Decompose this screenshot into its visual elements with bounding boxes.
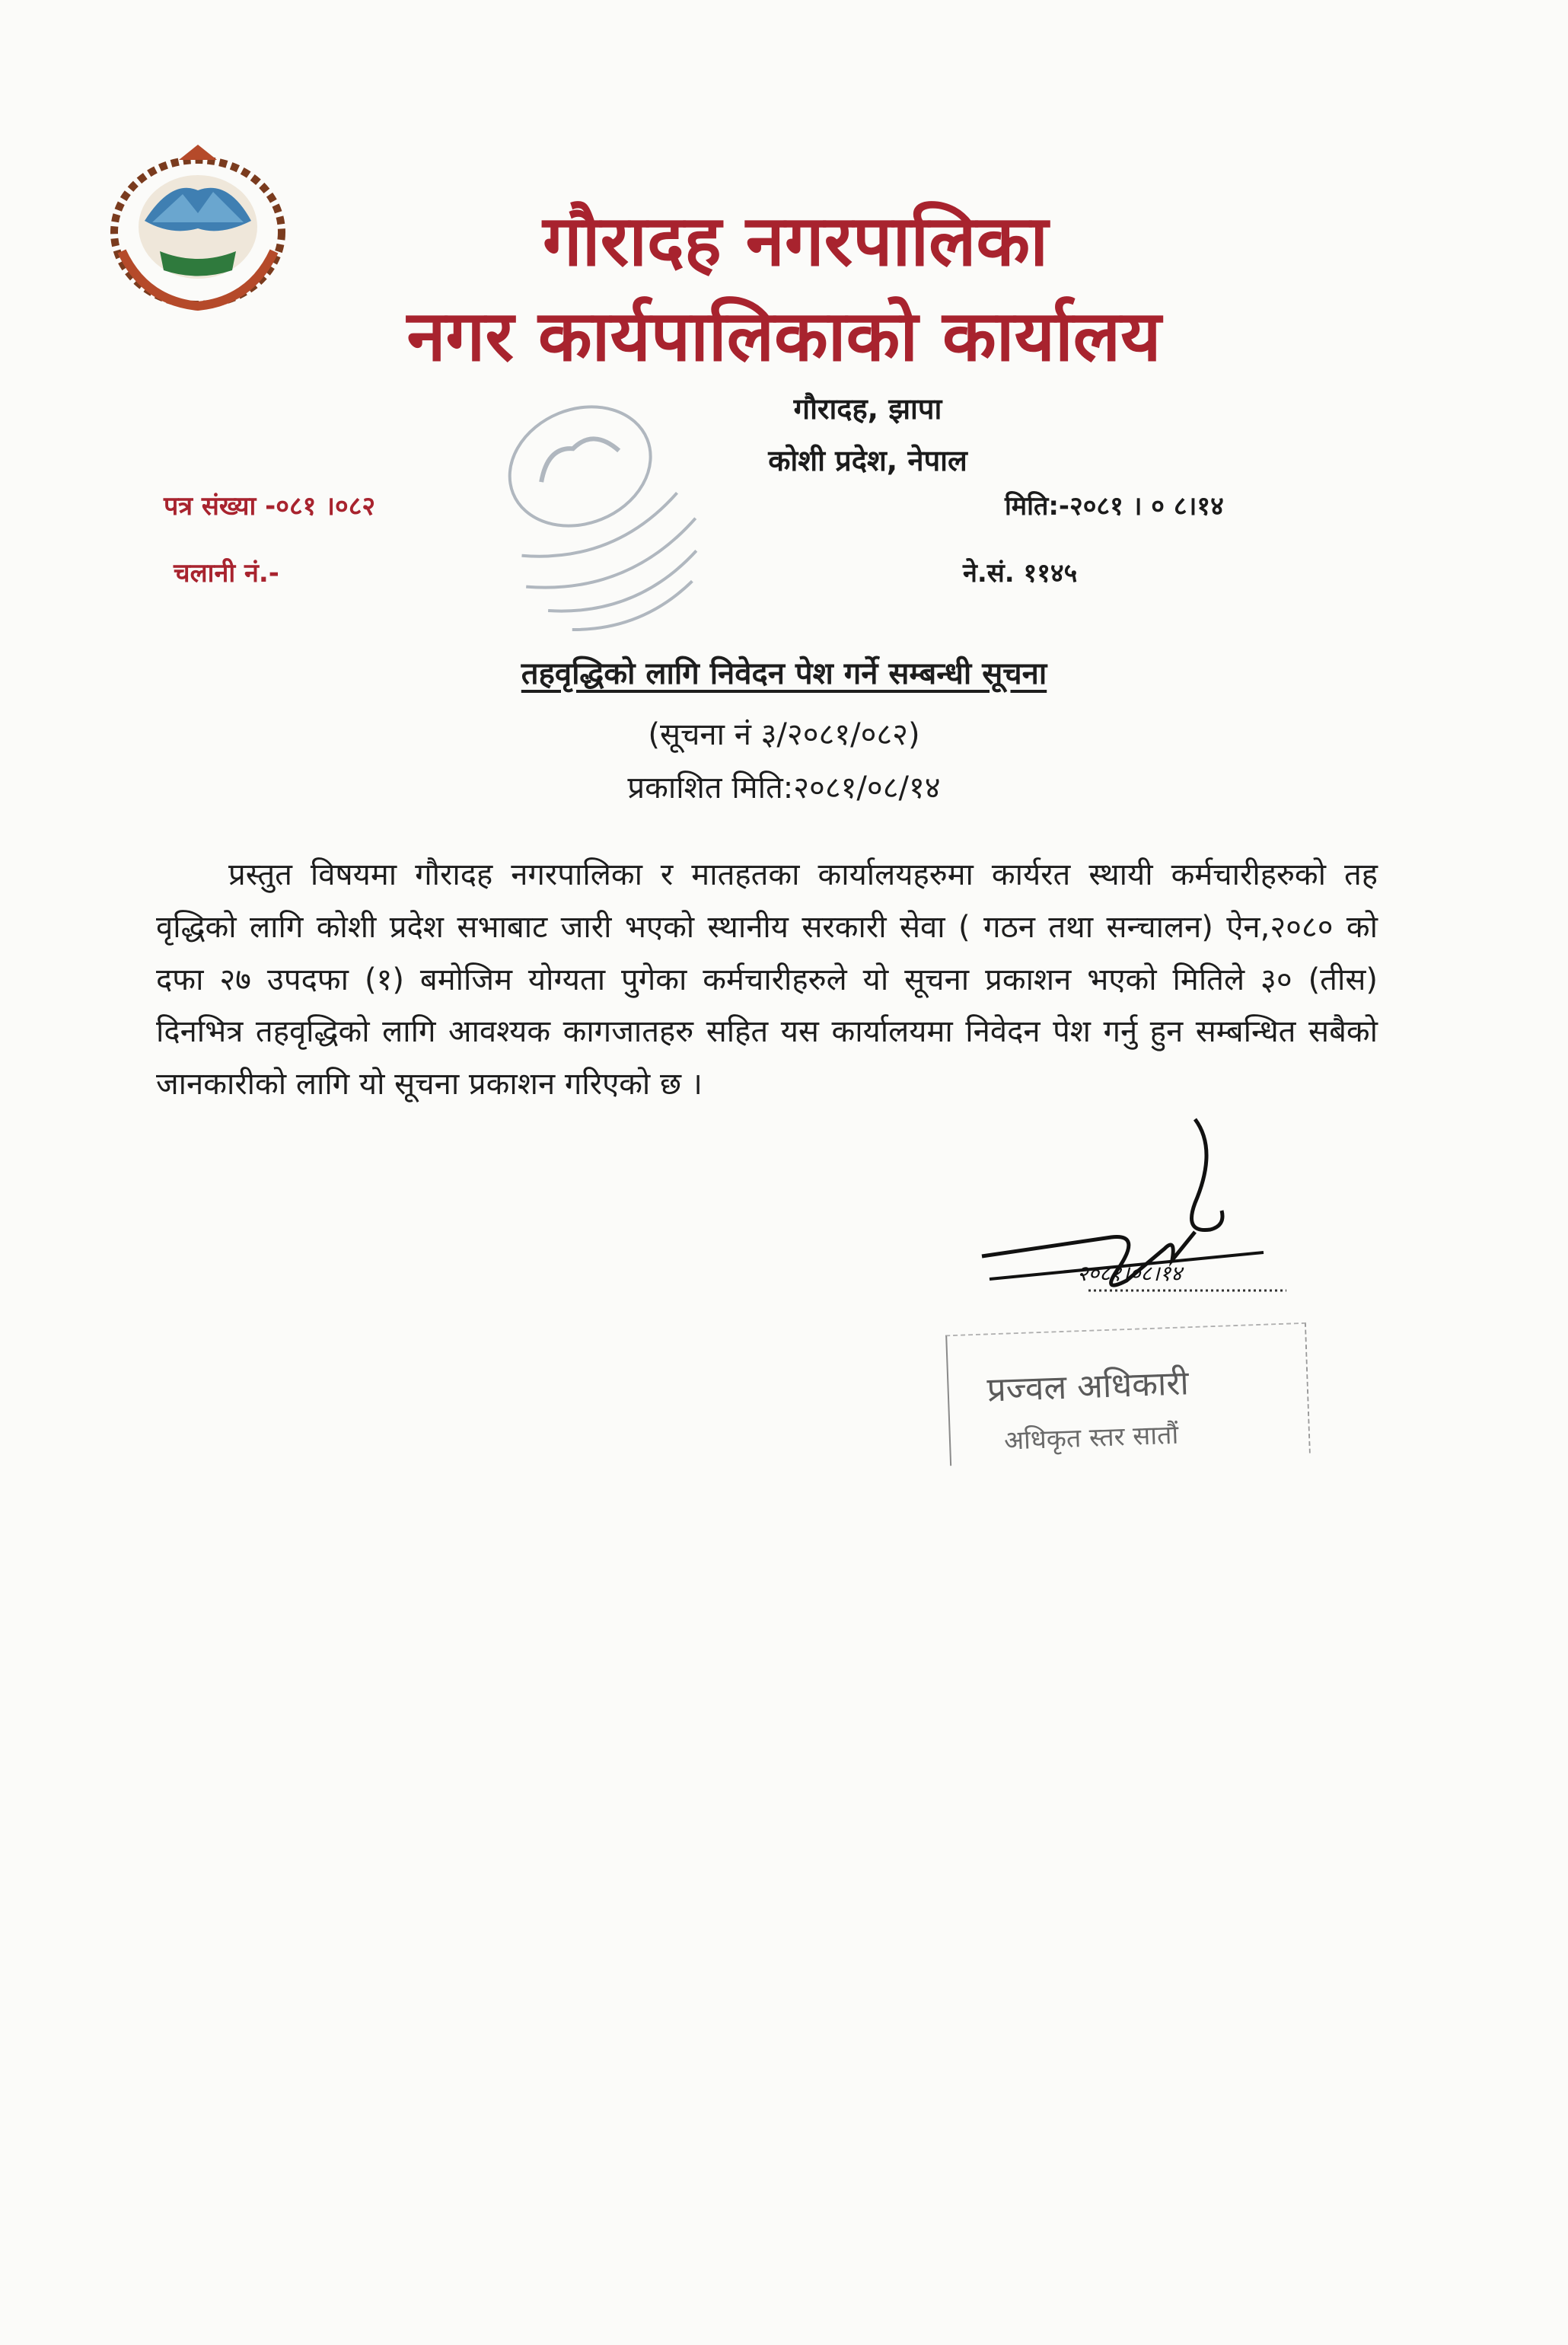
signatory-designation: अधिकृत स्तर सातौं <box>1003 1419 1179 1456</box>
signatory-name: प्रज्वल अधिकारी <box>986 1364 1190 1410</box>
signature <box>967 1104 1324 1332</box>
address-line-1: गौरादह, झापा <box>793 392 942 426</box>
letter-date: मिति:-२०८१ । ० ८।१४ <box>1005 491 1224 522</box>
notice-number: (सूचना नं ३/२०८१/०८२) <box>648 717 920 752</box>
svg-text:२०८१।०८।१४: २०८१।०८।१४ <box>1077 1261 1182 1286</box>
published-date: प्रकाशित मिति:२०८१/०८/१४ <box>627 770 941 806</box>
dispatch-number: चलानी नं.- <box>174 558 279 589</box>
signatory-stamp <box>945 1322 1311 1466</box>
nepal-samvat-date: ने.सं. ११४५ <box>963 558 1078 589</box>
address-line-2: कोशी प्रदेश, नेपाल <box>768 444 967 477</box>
letter-number: पत्र संख्या -०८१ ।०८२ <box>164 491 376 522</box>
notice-body: प्रस्तुत विषयमा गौरादह नगरपालिका र मातहतका कार्यालयहरुमा कार्यरत स्थायी कर्मचारीहरुको तह वृद्धिको लागि कोशी प्रदेश सभाबाट जारी भएको स्थानीय सरकारी सेवा ( गठन तथा सन्चालन) ऐन,२०८० को दफा २७ उपदफा (१) बमोजिम योग्यता पुगेका कर्मचारीहरुले यो सूचना प्रकाशन भएको मितिले ३० (तीस) दिनभित्र तहवृद्धिको लागि आवश्यक कागजातहरु सहित यस कार्यालयमा निवेदन पेश गर्नु हुन सम्बन्धित सबैको जानकारीको लागि यो सूचना प्रकाशन गरिएको छ । <box>156 857 1378 1102</box>
office-name: नगर कार्यपालिकाको कार्यालय <box>406 295 1162 377</box>
municipality-name: गौरादह नगरपालिका <box>542 199 1049 282</box>
office-seal-stamp <box>472 373 715 647</box>
notice-heading: तहवृद्धिको लागि निवेदन पेश गर्ने सम्बन्धी सूचना <box>521 656 1047 691</box>
